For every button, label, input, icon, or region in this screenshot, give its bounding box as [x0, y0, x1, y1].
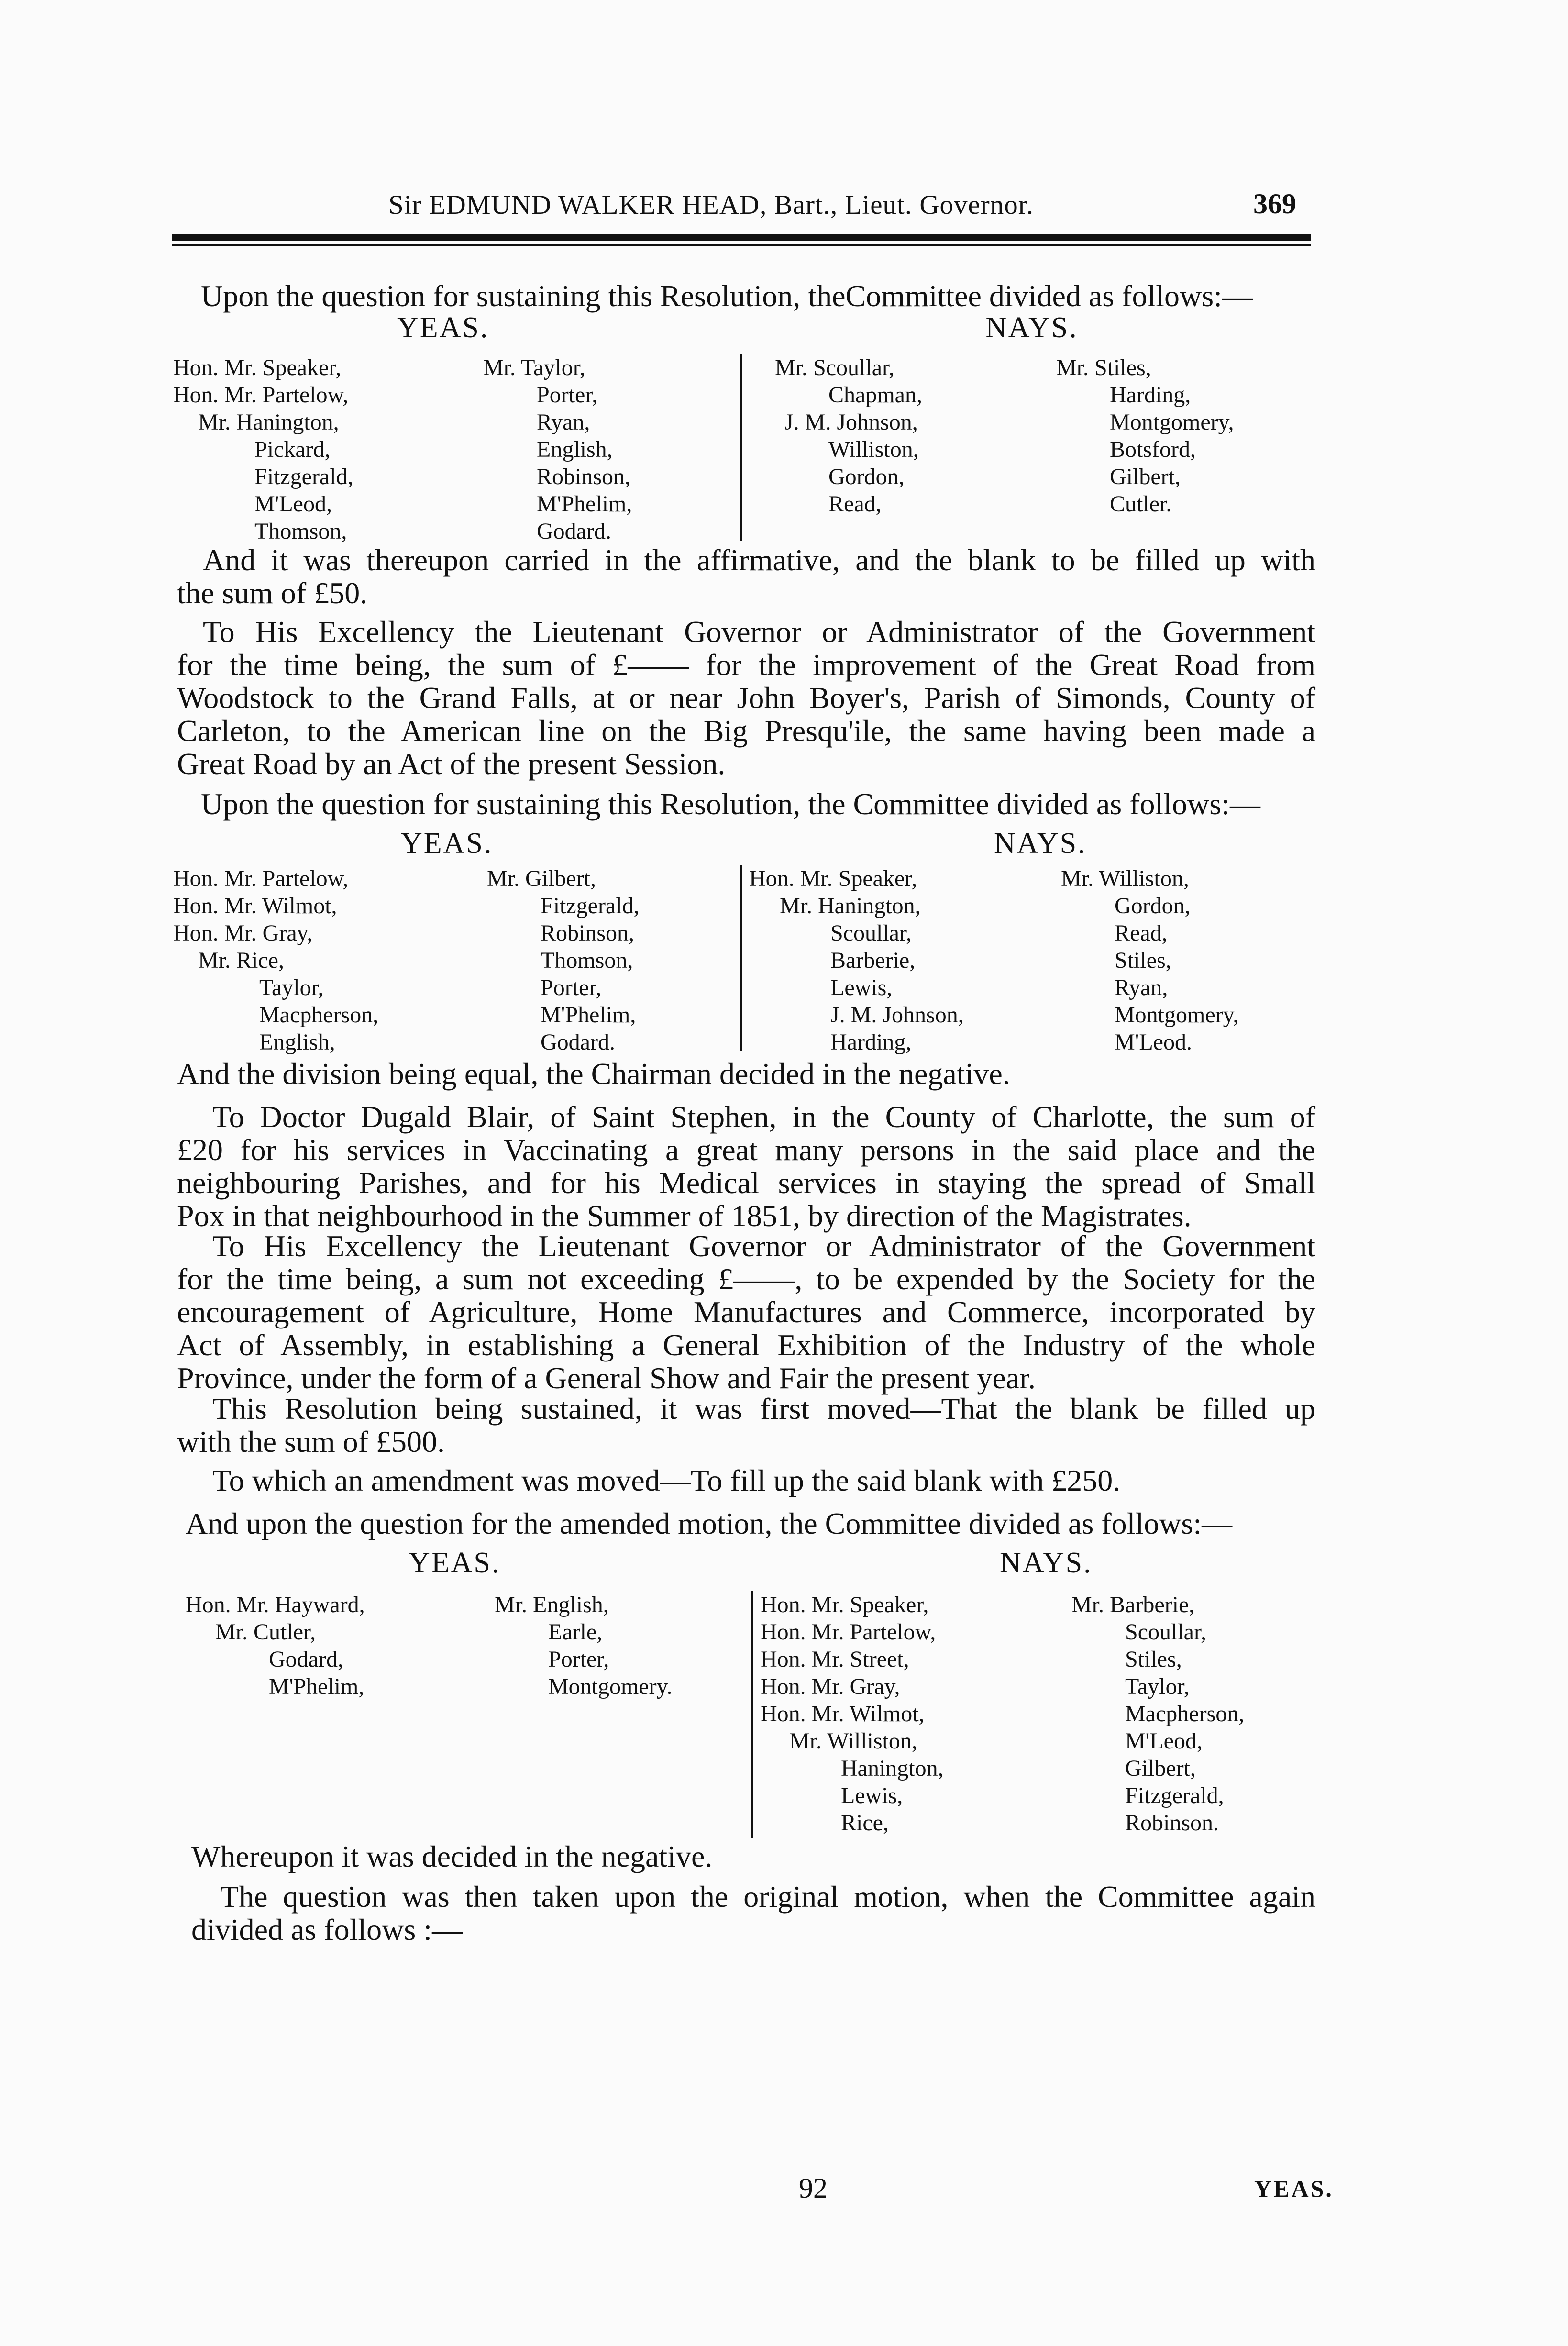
division-3-nays-label: NAYS.: [1000, 1547, 1093, 1579]
division-2-nays-label: NAYS.: [994, 827, 1087, 860]
division-3-intro: And upon the question for the amended motion, the Committee divided as follows:—: [186, 1506, 1233, 1540]
division-1-nays-label: NAYS.: [985, 311, 1078, 344]
original-motion-paragraph: The question was then taken upon the original motion, when the Committee again divided as follows :—: [191, 1880, 1315, 1947]
header-rule-thick: [172, 234, 1311, 241]
division-1-nays-col2: Mr. Stiles, Harding, Montgomery, Botsford, Gilbert, Cutler.: [1056, 355, 1234, 517]
amendment-paragraph: To which an amendment was moved—To fill up the said blank with £250.: [212, 1463, 1121, 1497]
division-2-intro: Upon the question for sustaining this Resolution, the Committee divided as follows:—: [201, 787, 1260, 821]
general-exhibition-resolution: To His Excellency the Lieutenant Governor or Administrator of the Government for the time being, a sum not exceeding £——, to be expended by the Society for the encouragement of Agriculture, Home Manufactures and Commerce, incorporated by Act of Assembly, in establishing a General Exhibition of the Industry of the whole Province, under the form of a General Show and Fair the present year.: [177, 1229, 1315, 1395]
running-header: Sir EDMUND WALKER HEAD, Bart., Lieut. Governor.: [388, 190, 1034, 220]
division-1-separator: [740, 354, 742, 541]
page-number: 369: [1253, 188, 1296, 220]
division-2-separator: [740, 865, 742, 1051]
division-1-yeas-col2: Mr. Taylor, Porter, Ryan, English, Robinson, M'Phelim, Godard.: [483, 355, 632, 544]
great-road-resolution: To His Excellency the Lieutenant Governor or Administrator of the Government for the time being, the sum of £—— for the improvement of the Great Road from Woodstock to the Grand Falls, at or near John Boyer's, Parish of Simonds, County of Carleton, to the American line on the Big Presqu'ile, the same having been made a Great Road by an Act of the present Session.: [177, 615, 1315, 781]
dugald-blair-resolution: To Doctor Dugald Blair, of Saint Stephen, in the County of Charlotte, the sum of £20 for his services in Vaccinating a great many persons in the said place and the neighbouring Parishes, and for his Medical services in staying the spread of Small Pox in that neighbourhood in the Summer of 1851, by direction of the Magistrates.: [177, 1100, 1315, 1233]
division-1-nays-col1: Mr. Scoullar, Chapman, J. M. Johnson, Williston, Gordon, Read,: [775, 355, 922, 517]
carried-affirmative-paragraph: And it was thereupon carried in the affirmative, and the blank to be filled up with the sum of £50.: [177, 543, 1315, 610]
division-3-yeas-label: YEAS.: [409, 1547, 501, 1579]
division-1-intro: Upon the question for sustaining this Resolution, theCommittee divided as follows:—: [201, 279, 1253, 313]
header-rule-thin: [172, 244, 1311, 246]
division-3-yeas-col2: Mr. English, Earle, Porter, Montgomery.: [495, 1592, 673, 1699]
division-3-yeas-col1: Hon. Mr. Hayward, Mr. Cutler, Godard, M'Phelim,: [186, 1592, 365, 1699]
division-3-separator: [751, 1591, 753, 1838]
catchword: YEAS.: [1254, 2175, 1334, 2202]
signature-number: 92: [799, 2172, 828, 2204]
division-3-nays-col1: Hon. Mr. Speaker, Hon. Mr. Partelow, Hon. Mr. Street, Hon. Mr. Gray, Hon. Mr. Wilmot, Mr. Williston, Hanington, Lewis, Rice,: [761, 1592, 944, 1836]
division-2-yeas-col2: Mr. Gilbert, Fitzgerald, Robinson, Thomson, Porter, M'Phelim, Godard.: [487, 866, 640, 1055]
division-3-nays-col2: Mr. Barberie, Scoullar, Stiles, Taylor, Macpherson, M'Leod, Gilbert, Fitzgerald, Robinson.: [1071, 1592, 1245, 1836]
division-1-yeas-label: YEAS.: [397, 311, 489, 344]
division-2-yeas-label: YEAS.: [401, 827, 493, 860]
division-equal-paragraph: And the division being equal, the Chairman decided in the negative.: [177, 1057, 1010, 1091]
division-1-yeas-col1: Hon. Mr. Speaker, Hon. Mr. Partelow, Mr. Hanington, Pickard, Fitzgerald, M'Leod, Thomson,: [173, 355, 353, 544]
division-2-yeas-col1: Hon. Mr. Partelow, Hon. Mr. Wilmot, Hon. Mr. Gray, Mr. Rice, Taylor, Macpherson, English,: [173, 866, 379, 1055]
decided-negative-paragraph: Whereupon it was decided in the negative.: [191, 1839, 713, 1873]
division-2-nays-col1: Hon. Mr. Speaker, Mr. Hanington, Scoullar, Barberie, Lewis, J. M. Johnson, Harding,: [749, 866, 964, 1055]
division-2-nays-col2: Mr. Williston, Gordon, Read, Stiles, Ryan, Montgomery, M'Leod.: [1061, 866, 1239, 1055]
resolution-sustained-paragraph: This Resolution being sustained, it was first moved—That the blank be filled up with the sum of £500.: [177, 1392, 1315, 1459]
